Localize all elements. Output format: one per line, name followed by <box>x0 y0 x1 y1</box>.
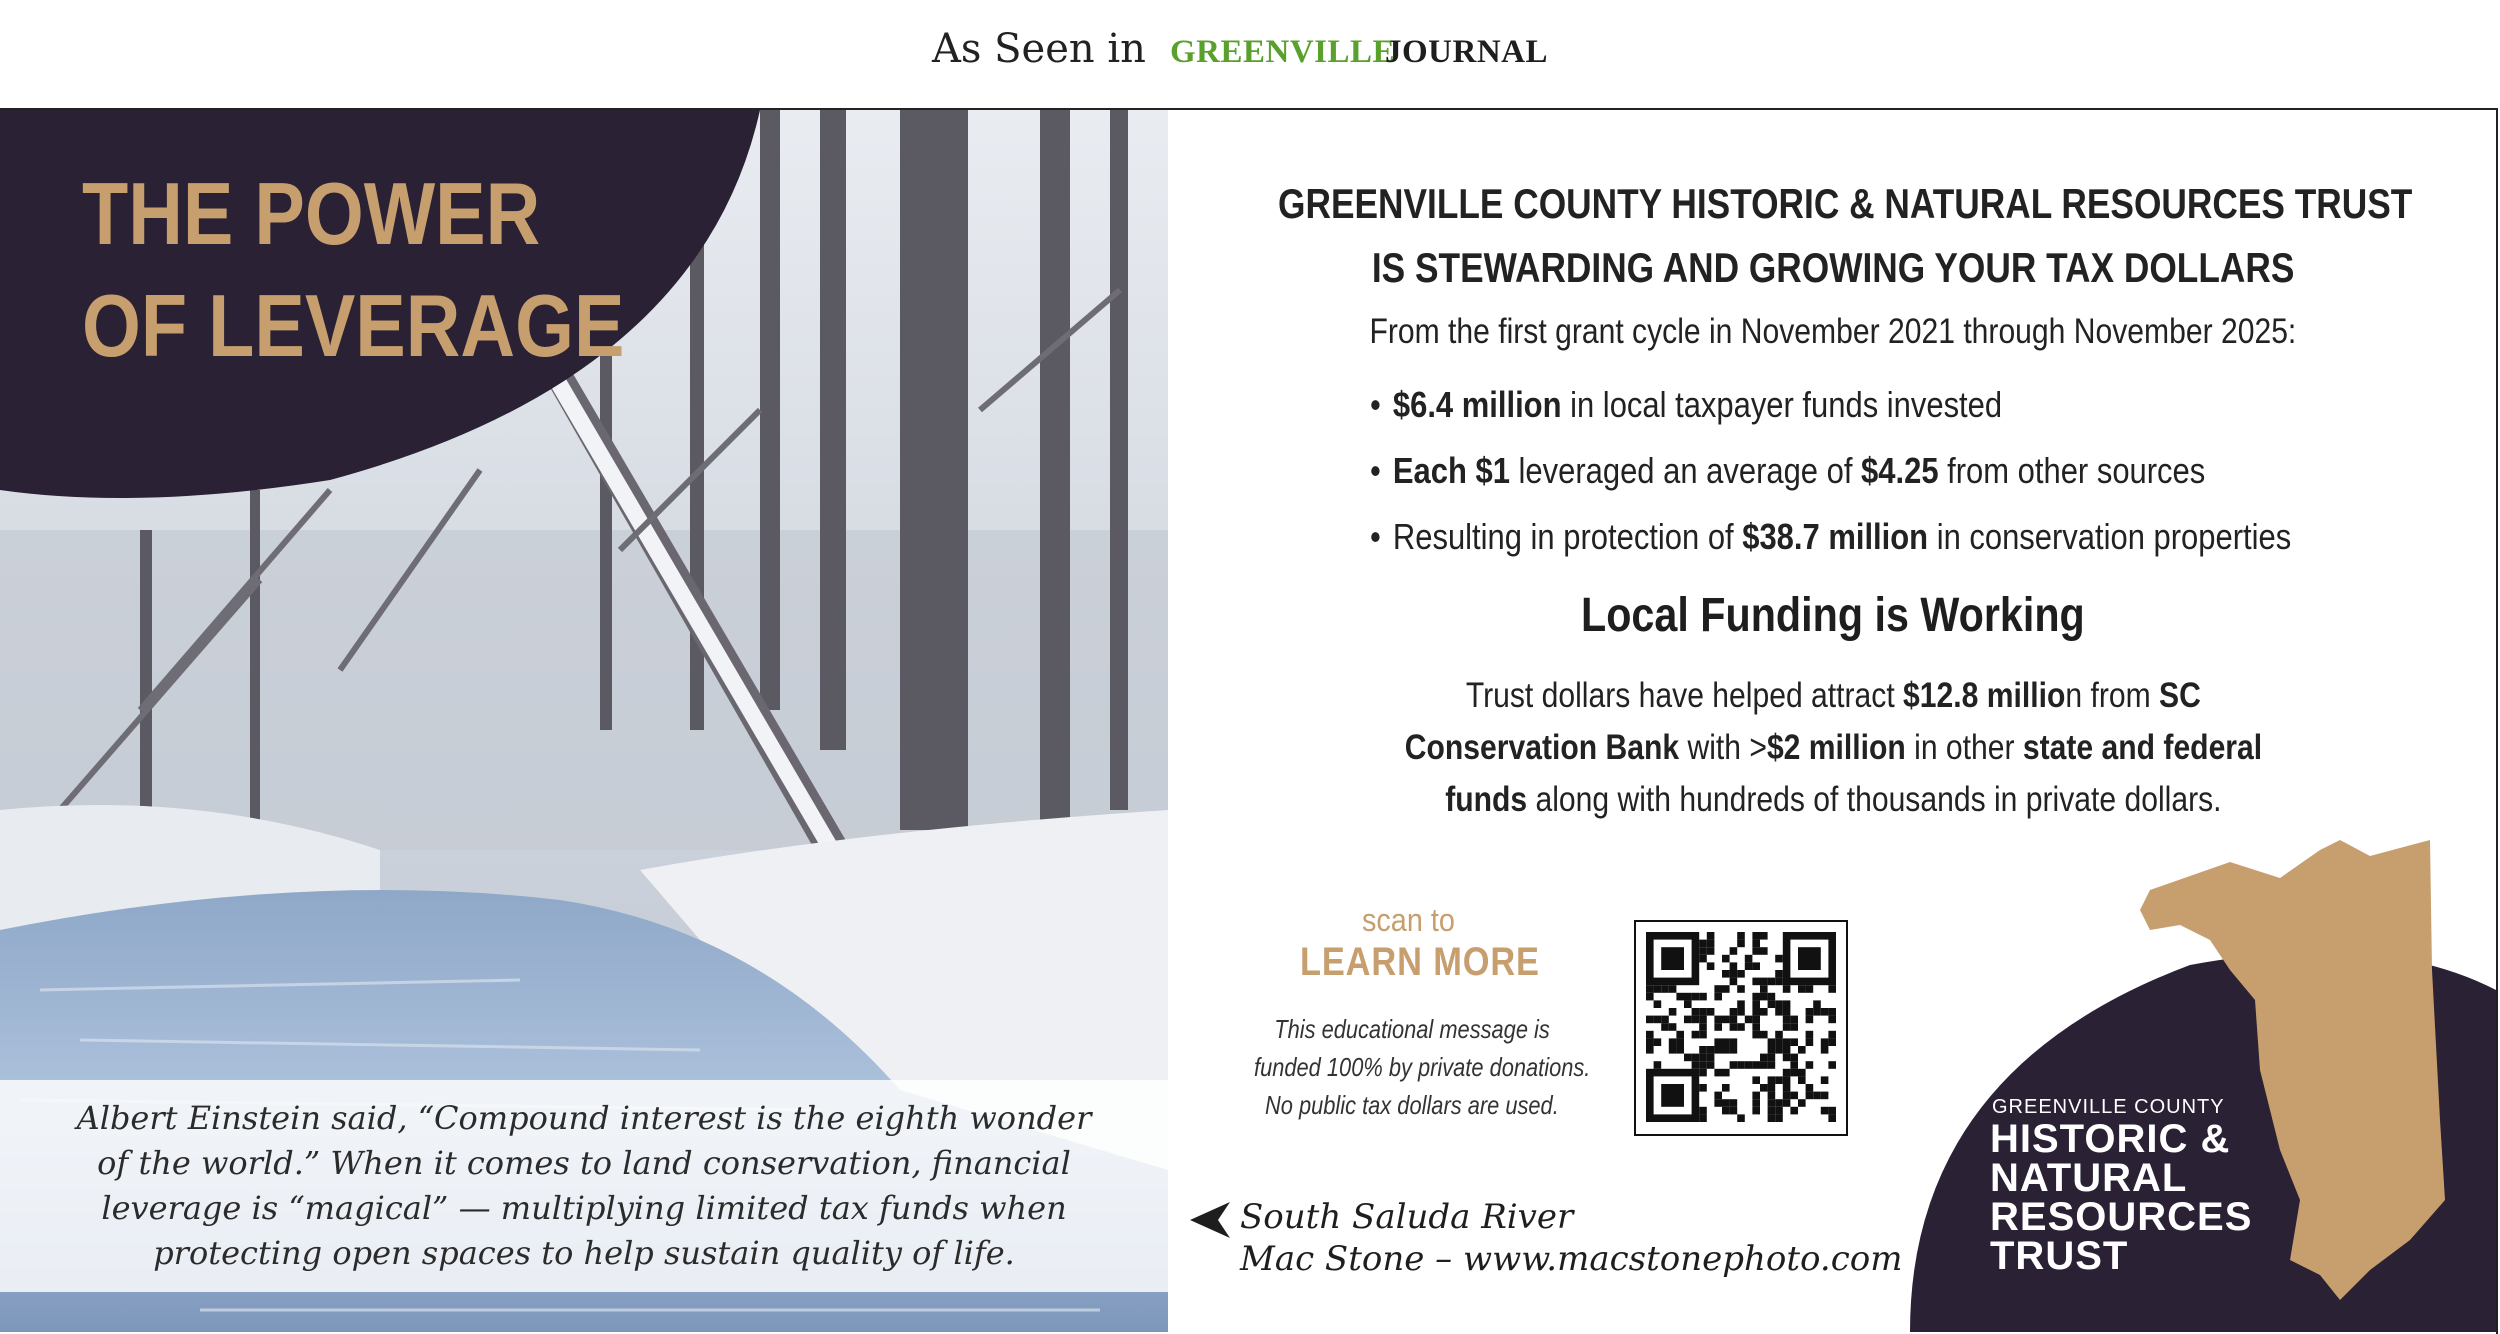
stats-list <box>1370 372 2490 570</box>
subheading <box>1170 588 2496 643</box>
stat-highlight: $6.4 million <box>1392 384 1562 425</box>
quote-line: of the world.” When it comes to land conservation, financial <box>97 1144 1071 1182</box>
qr-code-graphic <box>1636 922 1846 1134</box>
einstein-quote <box>40 1096 1128 1276</box>
headline-line-1: GREENVILLE COUNTY HISTORIC & NATURAL RESOURCES TRUST <box>1278 180 2413 227</box>
disclaimer-line: No public tax dollars are used. <box>1265 1090 1559 1120</box>
funding-highlight: $2 million <box>1766 728 1906 767</box>
stat-item <box>1370 372 2333 438</box>
masthead <box>0 0 2500 108</box>
headline-line-2: IS STEWARDING AND GROWING YOUR TAX DOLLARS <box>1371 244 2295 291</box>
photo-panel <box>0 110 1168 1332</box>
qr-code-icon[interactable] <box>1634 920 1848 1136</box>
funding-highlight: Conservation Bank <box>1404 728 1679 767</box>
stat-highlight: $38.7 million <box>1742 516 1929 557</box>
photo-caption <box>1240 1196 1902 1280</box>
stat-highlight: $4.25 <box>1861 450 1939 491</box>
funding-highlight: state and federal <box>2022 728 2262 767</box>
stat-text: from other sources <box>1938 450 2206 491</box>
panel-title <box>82 158 624 382</box>
stat-highlight: Each $1 <box>1392 450 1510 491</box>
logo-name <box>1990 1117 2253 1278</box>
quote-line: leverage is “magical” — multiplying limited tax funds when <box>101 1189 1067 1227</box>
stat-item <box>1370 504 2333 570</box>
intro-text <box>1170 312 2496 352</box>
stat-text: leveraged an average of <box>1509 450 1862 491</box>
funding-highlight: SC <box>2158 676 2201 715</box>
panel-title-line-2: OF LEVERAGE <box>82 276 625 375</box>
publication-name-green: GREENVILLE <box>1170 34 1396 70</box>
intro-line: From the first grant cycle in November 2021 through November 2025: <box>1369 312 2297 351</box>
funding-text: n from <box>2065 676 2159 715</box>
panel-title-line-1: THE POWER <box>82 164 541 263</box>
stat-text: Resulting in protection of <box>1392 516 1743 557</box>
funding-text: in other <box>1905 728 2023 767</box>
caption-location: South Saluda River <box>1240 1197 1574 1237</box>
caption-credit: Mac Stone – www.macstonephoto.com <box>1240 1239 1903 1279</box>
headline <box>1170 172 2496 300</box>
funding-text: Trust dollars have helped attract <box>1465 676 1903 715</box>
funding-highlight: funds <box>1444 780 1527 819</box>
logo-name-line: NATURAL <box>1990 1156 2188 1200</box>
stat-item <box>1370 438 2333 504</box>
quote-line: Albert Einstein said, “Compound interest is the eighth wonder <box>76 1099 1092 1137</box>
subheading-text: Local Funding is Working <box>1581 589 2085 642</box>
logo-name-line: HISTORIC & <box>1990 1117 2231 1161</box>
caption-arrow-icon <box>1188 1200 1232 1240</box>
logo-county-label: GREENVILLE COUNTY <box>1992 1096 2225 1118</box>
disclaimer-line: This educational message is <box>1274 1014 1550 1044</box>
masthead-prefix: As Seen in <box>932 26 1146 72</box>
disclaimer <box>1222 1010 1602 1124</box>
scan-to-label: scan to <box>1362 902 1455 938</box>
funding-text: along with hundreds of thousands in private dollars. <box>1526 780 2222 819</box>
learn-more-label: LEARN MORE <box>1300 940 1540 984</box>
funding-paragraph <box>1170 670 2496 826</box>
stat-text: in conservation properties <box>1928 516 2292 557</box>
funding-highlight: $12.8 millio <box>1902 676 2066 715</box>
disclaimer-line: funded 100% by private donations. <box>1254 1052 1591 1082</box>
funding-text: with > <box>1678 728 1767 767</box>
quote-line: protecting open spaces to help sustain quality of life. <box>153 1234 1015 1272</box>
stat-text: in local taxpayer funds invested <box>1561 384 2003 425</box>
logo-name-line: RESOURCES <box>1990 1195 2253 1239</box>
publication-name-black: JOURNAL <box>1385 34 1549 70</box>
logo-name-line: TRUST <box>1990 1234 2129 1278</box>
